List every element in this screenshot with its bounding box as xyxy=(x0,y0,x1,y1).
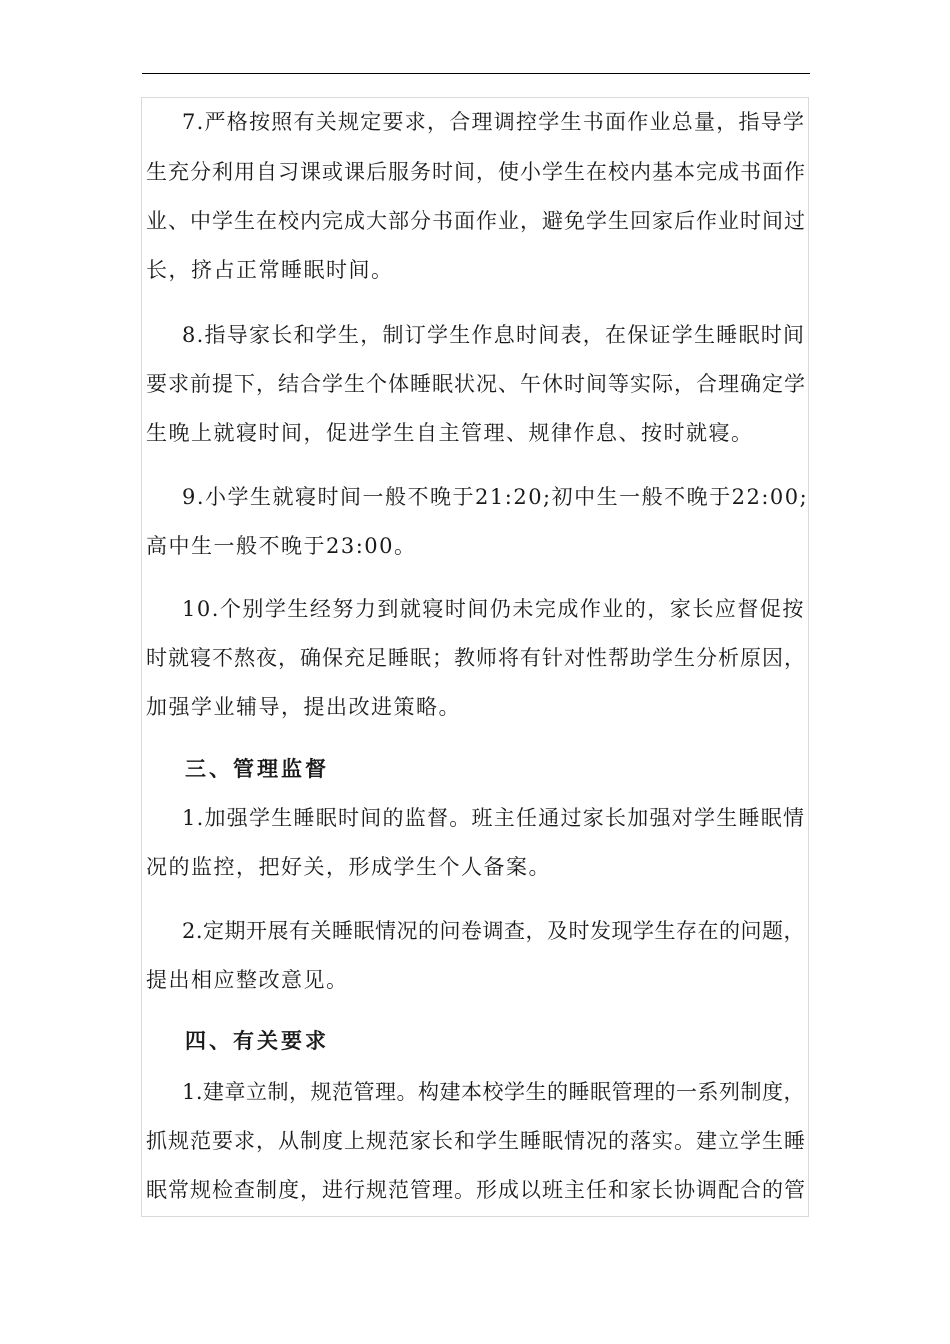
paragraph-8-line-3: 生晚上就寝时间，促进学生自主管理、规律作息、按时就寝。 xyxy=(146,421,754,445)
paragraph-9-line-2: 高中生一般不晚于23:00。 xyxy=(146,534,417,558)
section-4-paragraph-1-line-1: 1.建章立制，规范管理。构建本校学生的睡眠管理的一系列制度， xyxy=(182,1080,806,1104)
paragraph-10-line-3: 加强学业辅导，提出改进策略。 xyxy=(146,695,461,719)
paragraph-9-line-1: 9.小学生就寝时间一般不晚于21:20;初中生一般不晚于22:00; xyxy=(182,485,809,509)
paragraph-7-line-4: 长，挤占正常睡眠时间。 xyxy=(146,258,394,282)
section-3-paragraph-2-line-2: 提出相应整改意见。 xyxy=(146,968,349,992)
paragraph-8-line-2: 要求前提下，结合学生个体睡眠状况、午休时间等实际，合理确定学 xyxy=(146,372,806,396)
section-3-paragraph-2-line-1: 2.定期开展有关睡眠情况的问卷调查，及时发现学生存在的问题， xyxy=(182,919,806,943)
section-4-paragraph-1-line-3: 眠常规检查制度，进行规范管理。形成以班主任和家长协调配合的管 xyxy=(146,1178,806,1202)
section-4-heading: 四、有关要求 xyxy=(185,1028,329,1053)
paragraph-8-line-1: 8.指导家长和学生，制订学生作息时间表，在保证学生睡眠时间 xyxy=(182,323,806,347)
paragraph-7-line-2: 生充分利用自习课或课后服务时间，使小学生在校内基本完成书面作 xyxy=(146,160,806,184)
section-3-paragraph-1-line-2: 况的监控，把好关，形成学生个人备案。 xyxy=(146,855,551,879)
paragraph-7-line-3: 业、中学生在校内完成大部分书面作业，避免学生回家后作业时间过 xyxy=(146,209,806,233)
paragraph-7-line-1: 7.严格按照有关规定要求，合理调控学生书面作业总量，指导学 xyxy=(182,110,806,134)
header-rule xyxy=(142,73,810,74)
paragraph-10-line-2: 时就寝不熬夜，确保充足睡眠；教师将有针对性帮助学生分析原因， xyxy=(146,646,806,670)
section-4-paragraph-1-line-2: 抓规范要求，从制度上规范家长和学生睡眠情况的落实。建立学生睡 xyxy=(146,1129,806,1153)
paragraph-10-line-1: 10.个别学生经努力到就寝时间仍未完成作业的，家长应督促按 xyxy=(182,597,805,621)
section-3-paragraph-1-line-1: 1.加强学生睡眠时间的监督。班主任通过家长加强对学生睡眠情 xyxy=(182,806,806,830)
section-3-heading: 三、管理监督 xyxy=(185,756,329,781)
